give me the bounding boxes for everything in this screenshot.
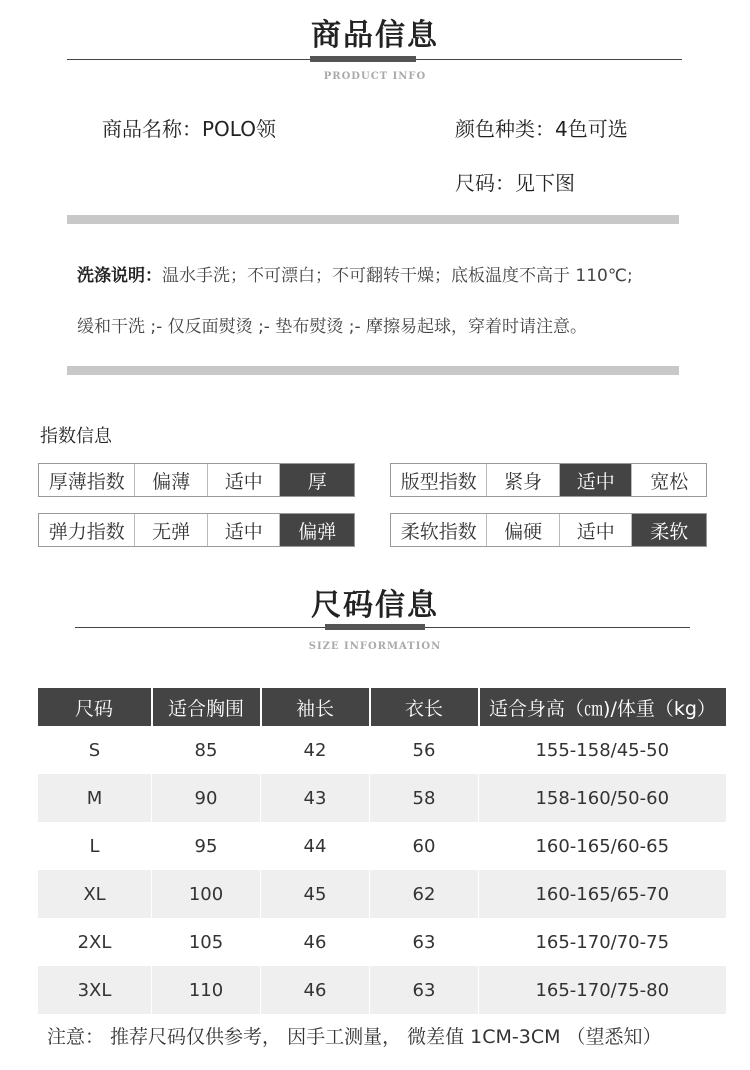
softness-option-stiff: 偏硬	[487, 514, 560, 546]
fit-option-slim: 紧身	[487, 464, 560, 496]
table-row	[38, 870, 726, 918]
cell-chest: 110	[152, 966, 261, 1014]
cell-size: 3XL	[38, 966, 152, 1014]
cell-length: 58	[370, 774, 479, 822]
elasticity-index	[38, 513, 355, 547]
cell-size: L	[38, 822, 152, 870]
cell-sleeve: 46	[261, 966, 370, 1014]
fit-index	[390, 463, 707, 497]
product-info-subtitle: PRODUCT INFO	[323, 71, 427, 82]
thickness-option-medium: 适中	[208, 464, 281, 496]
washing-line-1	[77, 261, 633, 286]
cell-height-weight: 158-160/50-60	[479, 774, 726, 822]
header-height-weight: 适合身高（㎝)/体重（kg）	[479, 688, 726, 726]
cell-length: 62	[370, 870, 479, 918]
cell-sleeve: 43	[261, 774, 370, 822]
thickness-index-label: 厚薄指数	[39, 464, 135, 496]
cell-size: XL	[38, 870, 152, 918]
cell-size: 2XL	[38, 918, 152, 966]
washing-text-1: 温水手洗；不可漂白；不可翻转干燥；底板温度不高于 110℃;	[162, 266, 633, 286]
table-row	[38, 726, 726, 774]
cell-chest: 100	[152, 870, 261, 918]
header-length: 衣长	[370, 688, 479, 726]
cell-length: 56	[370, 726, 479, 774]
cell-height-weight: 165-170/75-80	[479, 966, 726, 1014]
size-reference: 尺码：见下图	[455, 171, 575, 195]
cell-height-weight: 165-170/70-75	[479, 918, 726, 966]
index-info-title: 指数信息	[40, 426, 112, 447]
softness-index-label: 柔软指数	[391, 514, 487, 546]
cell-size: S	[38, 726, 152, 774]
size-info-subtitle: SIZE INFORMATION	[308, 641, 442, 652]
cell-length: 60	[370, 822, 479, 870]
size-info-title: 尺码信息	[311, 588, 439, 623]
elasticity-index-label: 弹力指数	[39, 514, 135, 546]
cell-sleeve: 44	[261, 822, 370, 870]
cell-size: M	[38, 774, 152, 822]
cell-height-weight: 160-165/60-65	[479, 822, 726, 870]
color-count: 颜色种类：4色可选	[455, 117, 628, 141]
fit-option-loose: 宽松	[650, 470, 689, 493]
elasticity-option-medium: 适中	[208, 514, 281, 546]
header-sleeve: 袖长	[261, 688, 370, 726]
cell-length: 63	[370, 966, 479, 1014]
fit-option-regular: 适中	[560, 464, 633, 496]
table-row	[38, 822, 726, 870]
softness-option-soft: 柔软	[632, 514, 706, 546]
thickness-index	[38, 463, 355, 497]
size-table	[37, 688, 726, 1014]
table-row	[38, 918, 726, 966]
cell-chest: 90	[152, 774, 261, 822]
fit-index-label: 版型指数	[391, 464, 487, 496]
header-size: 尺码	[38, 688, 152, 726]
product-info-title: 商品信息	[311, 18, 439, 53]
cell-chest: 95	[152, 822, 261, 870]
table-row	[38, 774, 726, 822]
cell-height-weight: 160-165/65-70	[479, 870, 726, 918]
cell-sleeve: 45	[261, 870, 370, 918]
product-info-rule-accent	[310, 56, 416, 62]
cell-chest: 85	[152, 726, 261, 774]
cell-sleeve: 46	[261, 918, 370, 966]
thickness-option-thick: 厚	[280, 464, 354, 496]
cell-chest: 105	[152, 918, 261, 966]
divider-bar-bottom	[67, 366, 679, 375]
header-chest: 适合胸围	[152, 688, 261, 726]
washing-label: 洗涤说明：	[77, 266, 162, 286]
size-info-rule-accent	[325, 624, 425, 630]
softness-index	[390, 513, 707, 547]
cell-sleeve: 42	[261, 726, 370, 774]
size-table-header	[38, 688, 726, 726]
elasticity-option-none: 无弹	[135, 514, 208, 546]
washing-line-2: 缓和干洗 ;- 仅反面熨烫 ;- 垫布熨烫 ;- 摩擦易起球，穿着时请注意。	[77, 317, 588, 337]
thickness-option-thin: 偏薄	[135, 464, 208, 496]
table-row	[38, 966, 726, 1014]
cell-height-weight: 155-158/45-50	[479, 726, 726, 774]
product-name: 商品名称：POLO领	[102, 117, 276, 141]
elasticity-option-stretchy: 偏弹	[280, 514, 354, 546]
measurement-note: 注意： 推荐尺码仅供参考， 因手工测量， 微差值 1CM-3CM （望悉知）	[47, 1026, 662, 1048]
cell-length: 63	[370, 918, 479, 966]
softness-option-medium: 适中	[560, 514, 633, 546]
divider-bar-top	[67, 215, 679, 224]
